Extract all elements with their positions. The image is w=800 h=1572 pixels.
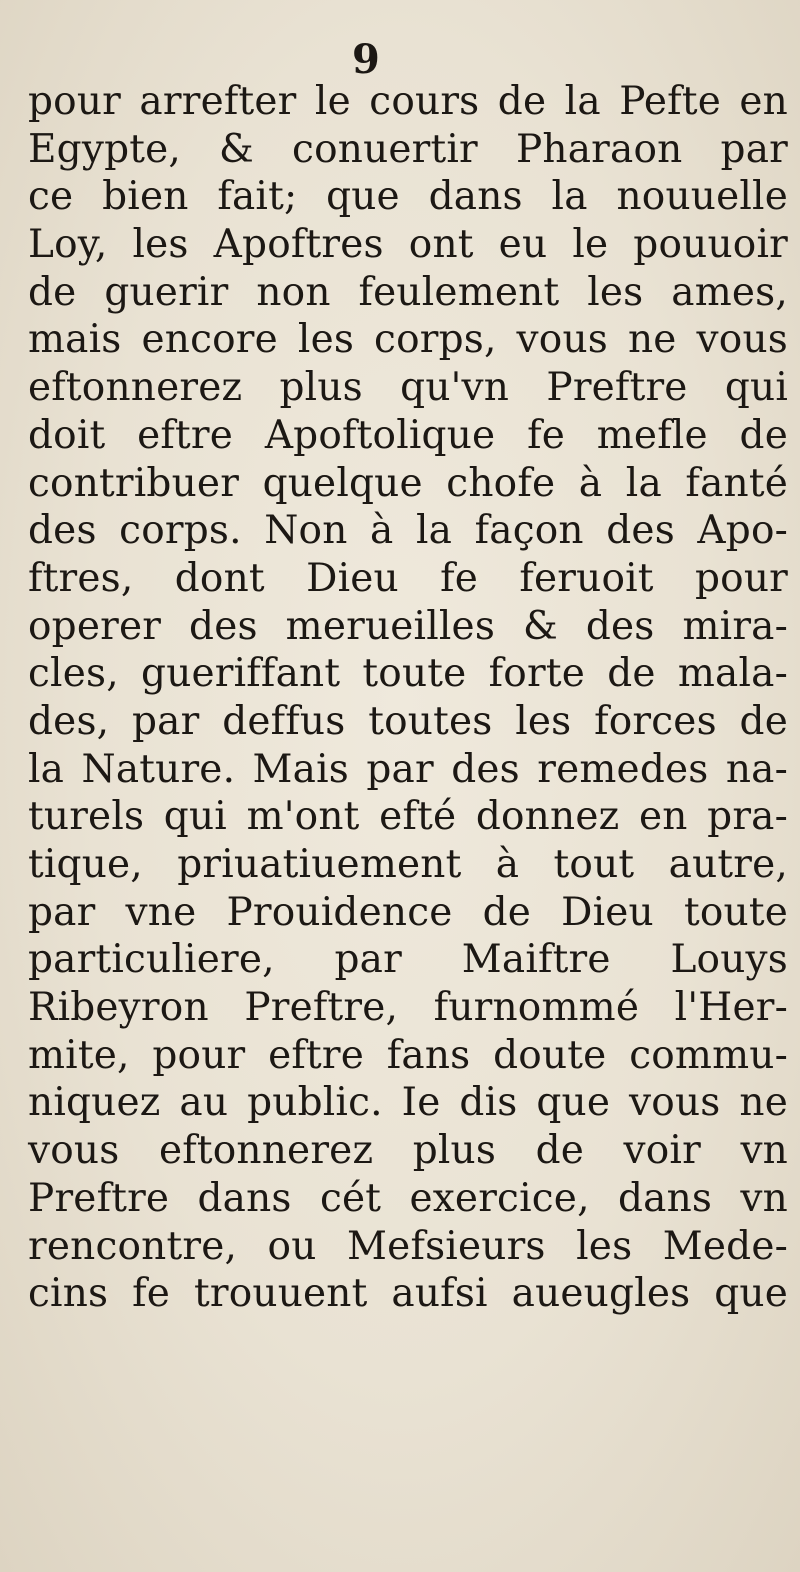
text-line: de guerir non feulement les ames,	[28, 269, 788, 315]
text-line: la Nature. Mais par des remedes na-	[28, 746, 788, 792]
text-line: pour arrefter le cours de la Pefte en	[28, 79, 788, 124]
text-line: ce bien fait; que dans la nouuelle	[28, 174, 788, 220]
text-line: niquez au public. Ie dis que vous ne	[28, 1080, 788, 1126]
text-line: contribuer quelque chofe à la fanté	[28, 460, 788, 506]
text-line: ftres, dont Dieu fe feruoit pour	[28, 555, 788, 601]
text-line: particuliere, par Maiftre Louys	[28, 937, 788, 983]
text-line: rencontre, ou Mefsieurs les Mede-	[28, 1223, 788, 1269]
text-line: des corps. Non à la façon des Apo-	[28, 508, 788, 554]
text-line: Egypte, & conuertir Pharaon par	[28, 126, 788, 172]
text-line: doit eftre Apoftolique fe mefle de	[28, 412, 788, 458]
text-line: Loy, les Apoftres ont eu le pouuoir	[28, 222, 788, 268]
text-line: cins fe trouuent aufsi aueugles que	[28, 1271, 788, 1317]
body-text	[28, 78, 788, 1318]
text-line: mite, pour eftre fans doute commu-	[28, 1032, 788, 1078]
text-line: Preftre dans cét exercice, dans vn	[28, 1175, 788, 1221]
page-number: 9	[352, 36, 380, 83]
text-line: tique, priuatiuement à tout autre,	[28, 842, 788, 887]
text-line: vous eftonnerez plus de voir vn	[28, 1128, 788, 1174]
text-line: operer des merueilles & des mira-	[28, 603, 788, 649]
text-line: par vne Prouidence de Dieu toute	[28, 889, 788, 935]
text-line: mais encore les corps, vous ne vous	[28, 317, 788, 363]
text-line: Ribeyron Preftre, furnommé l'Her-	[28, 985, 788, 1031]
text-line: cles, gueriffant toute forte de mala-	[28, 651, 788, 697]
text-line: turels qui m'ont efté donnez en pra-	[28, 794, 788, 840]
text-line: des, par deffus toutes les forces de	[28, 698, 788, 744]
text-line: eftonnerez plus qu'vn Preftre qui	[28, 365, 788, 411]
